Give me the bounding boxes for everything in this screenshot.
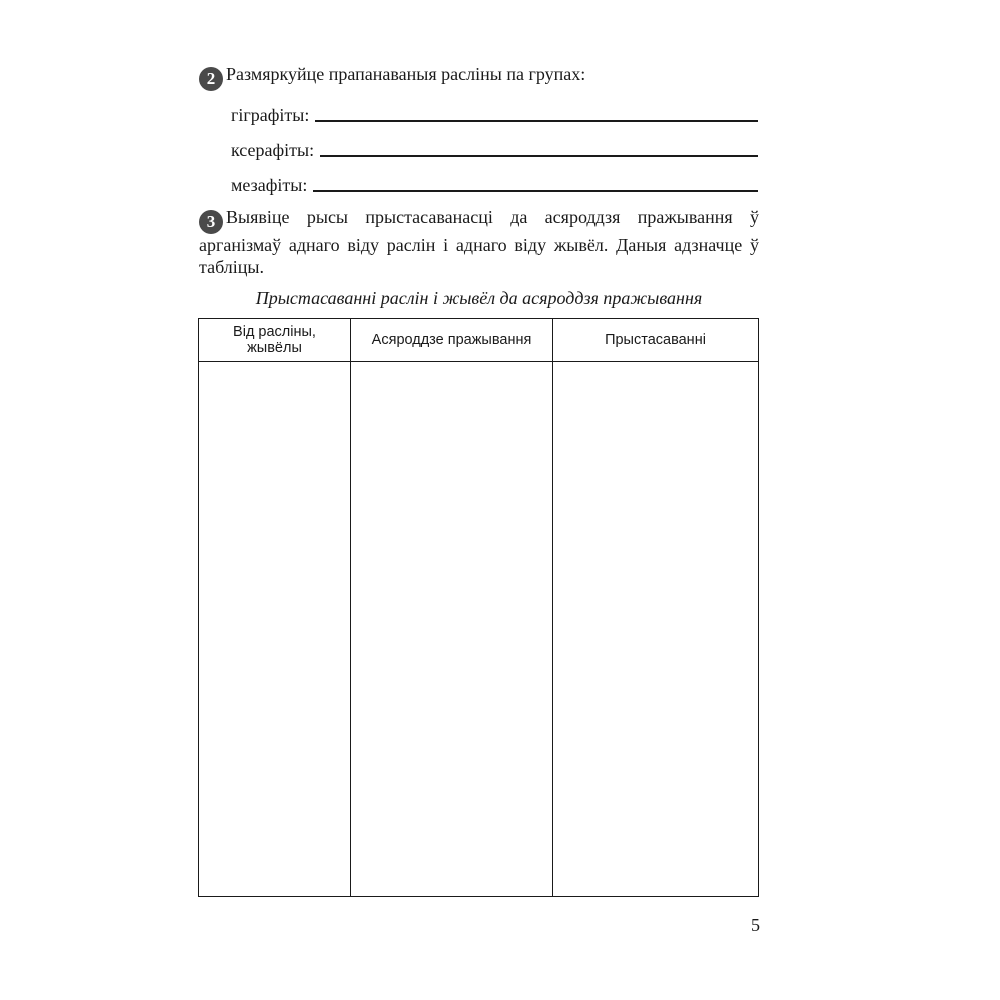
fill-row-xerophytes	[231, 139, 758, 161]
fill-label-xerophytes: ксерафіты:	[231, 140, 315, 160]
task-number-badge: 3	[199, 210, 223, 234]
fill-row-mesophytes	[231, 174, 758, 196]
adaptations-table	[198, 318, 759, 897]
task-number-badge: 2	[199, 67, 223, 91]
cell-adaptations[interactable]	[553, 362, 759, 897]
table-header-row	[199, 319, 759, 362]
header-adaptations: Прыстасаванні	[553, 319, 759, 362]
cell-habitat[interactable]	[351, 362, 553, 897]
header-species	[199, 319, 351, 362]
header-habitat: Асяроддзе пражывання	[351, 319, 553, 362]
task-3-text: Выявіце рысы прыстасаванасці да асяроддзя пражывання ў арганізмаў аднаго віду раслін і аднаго віду жывёл. Даныя адзначце ў табліцы.	[199, 207, 759, 277]
answer-line-mesophytes[interactable]	[313, 190, 758, 192]
answer-line-hygrophytes[interactable]	[315, 120, 758, 122]
cell-species[interactable]	[199, 362, 351, 897]
task-2	[199, 63, 759, 91]
answer-line-xerophytes[interactable]	[320, 155, 758, 157]
page-number: 5	[751, 915, 760, 935]
fill-label-mesophytes: мезафіты:	[231, 175, 308, 195]
fill-label-hygrophytes: гіграфіты:	[231, 105, 310, 125]
task-2-text: Размяркуйце прапанаваныя расліны па групах:	[226, 64, 586, 84]
table-row	[199, 362, 759, 897]
task-3	[199, 206, 759, 278]
table-caption: Прыстасаванні раслін і жывёл да асяроддзя пражывання	[255, 288, 703, 308]
header-species-label: Від расліны, жывёлы	[233, 324, 316, 356]
fill-row-hygrophytes	[231, 104, 758, 126]
